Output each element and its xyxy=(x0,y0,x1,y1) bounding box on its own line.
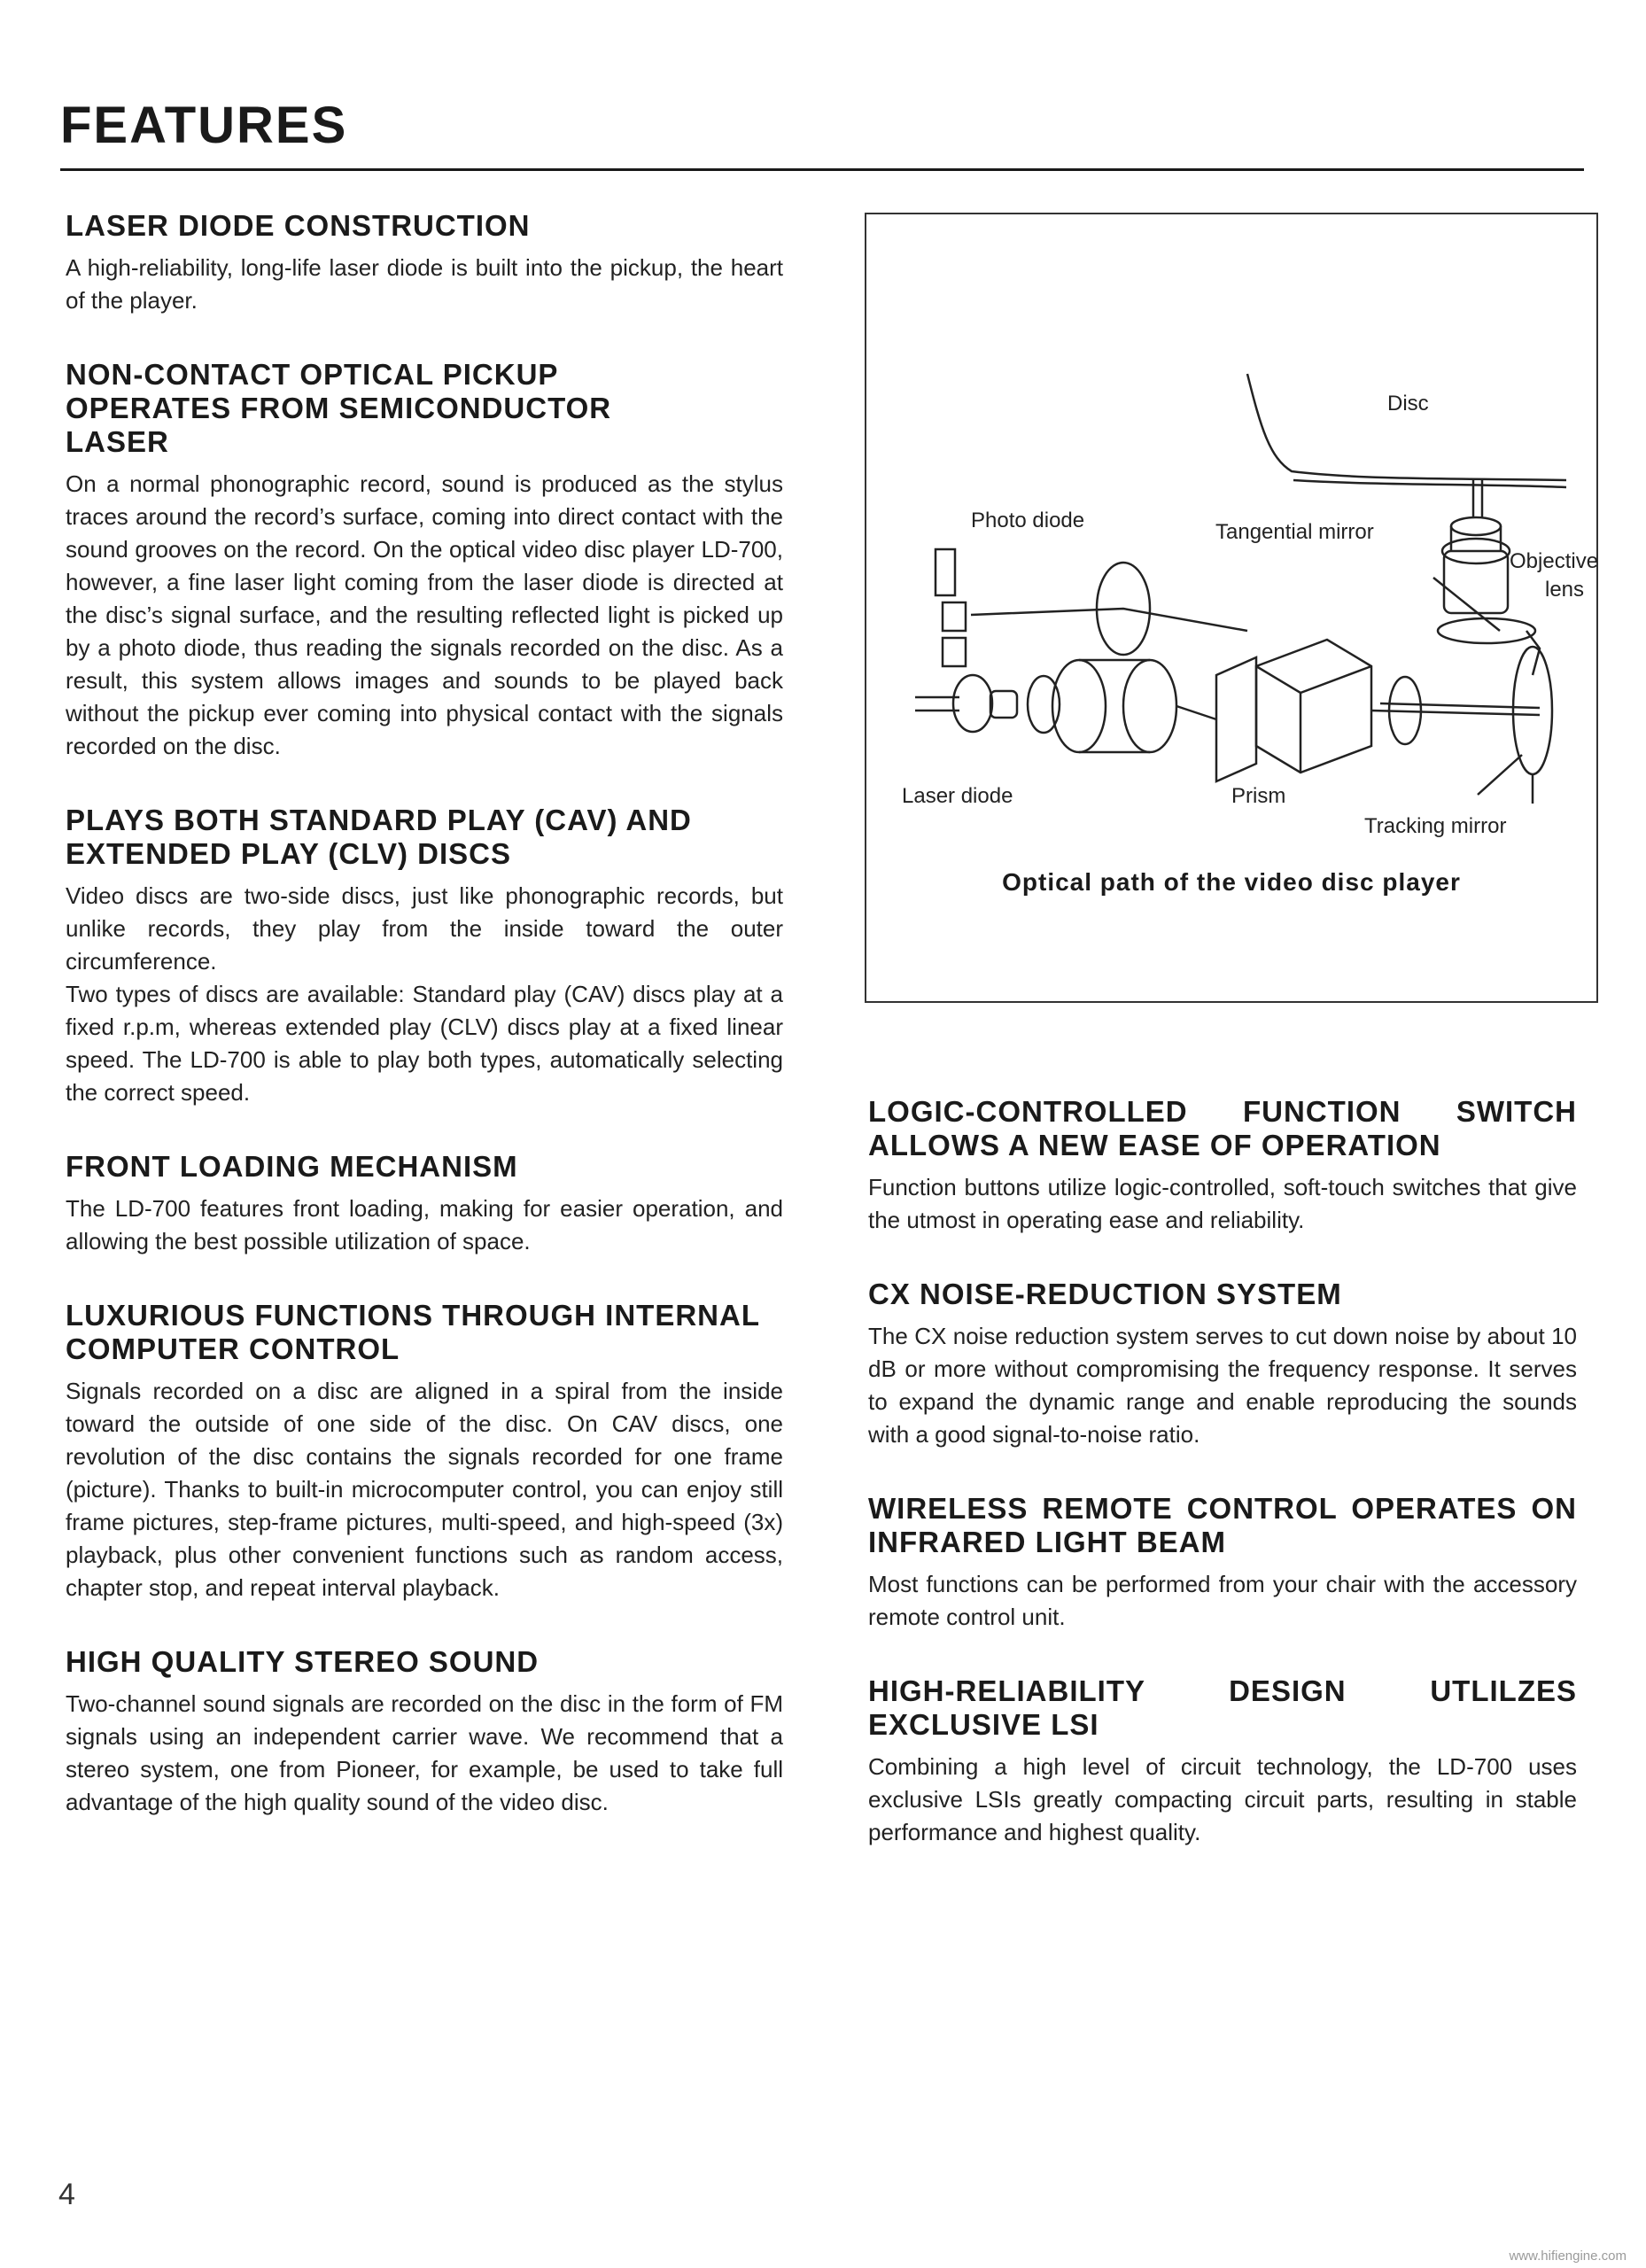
left-column xyxy=(66,209,783,1860)
section-text: The CX noise reduction system serves to cut down noise by about 10 dB or more without compromising the frequency response. It serves to expand the dynamic range and enable reproducing the sounds with a good signal-to-noise ratio. xyxy=(868,1323,1577,1448)
section-remote-control xyxy=(868,1492,1577,1634)
main-beam xyxy=(1176,706,1540,719)
section-stereo-sound xyxy=(66,1645,783,1819)
section-heading: CX NOISE-REDUCTION SYSTEM xyxy=(868,1278,1342,1310)
section-heading: PLAYS BOTH STANDARD PLAY (CAV) AND EXTENDED PLAY (CLV) DISCS xyxy=(66,804,692,870)
label-objective-lens-2: lens xyxy=(1545,578,1585,602)
section-laser-diode xyxy=(66,209,783,317)
section-text: Signals recorded on a disc are aligned in a spiral from the inside toward the outside of one side of the disc. On CAV discs, one revolution of the disc contains the signals recorded for one frame (picture). Thanks to built-in microcomputer control, you can enjoy still frame pictures, step-frame pictures, multi-speed, and high-speed (3x) playback, plus other convenient functions such as random access, chapter stop, and repeat interval playback. xyxy=(66,1378,783,1601)
disc-edge xyxy=(1247,374,1566,480)
beam-splitter-plate xyxy=(1216,657,1256,781)
section-logic-switch xyxy=(868,1095,1577,1237)
tangential-mirror-shape xyxy=(1438,618,1535,643)
collimator-shape xyxy=(1123,660,1176,752)
leader-line xyxy=(1478,755,1522,795)
section-lsi-design xyxy=(868,1674,1577,1849)
photo-diode-shape xyxy=(943,602,966,631)
section-heading: LUXURIOUS FUNCTIONS THROUGH INTERNAL COMPUTER CONTROL xyxy=(66,1299,760,1365)
page-number: 4 xyxy=(58,2178,75,2211)
section-text: Video discs are two-side discs, just like phonographic records, but unlike records, they play from the inside toward the outer circumference. xyxy=(66,882,783,975)
section-text: On a normal phonographic record, sound is produced as the stylus traces around the record’s surface, coming into direct contact with the sound grooves on the record. On the optical video disc player LD-700, however, a fine laser light coming from the laser diode is directed at the disc’s signal surface, and the resulting reflected light is picked up by a photo diode, thus reading the signals recorded on the disc. As a result, this system allows images and sounds to be played back without the pickup ever coming into physical contact with the signals recorded on the disc. xyxy=(66,470,783,759)
section-heading: FRONT LOADING MECHANISM xyxy=(66,1150,518,1183)
laser-diode-shape xyxy=(953,675,992,732)
section-heading: LOGIC-CONTROLLED FUNCTION SWITCH ALLOWS A NEW EASE OF OPERATION xyxy=(868,1095,1577,1161)
label-photo-diode: Photo diode xyxy=(971,509,1085,532)
section-heading: LASER DIODE CONSTRUCTION xyxy=(66,209,531,242)
section-text: The LD-700 features front loading, making for easier operation, and allowing the best possible utilization of space. xyxy=(66,1195,783,1254)
right-column xyxy=(868,1095,1577,1890)
main-beam xyxy=(1380,703,1540,708)
label-prism: Prism xyxy=(1231,784,1286,808)
photo-diode-shape xyxy=(943,638,966,666)
photo-diode-shape xyxy=(936,549,955,595)
section-heading: WIRELESS REMOTE CONTROL OPERATES ON INFRARED LIGHT BEAM xyxy=(868,1492,1577,1558)
label-objective-lens-1: Objective xyxy=(1510,549,1599,573)
objective-lens-shape xyxy=(1451,517,1501,535)
optical-path-figure xyxy=(865,213,1598,1003)
section-text: Function buttons utilize logic-controlled, soft-touch switches that give the utmost in operating ease and reliability. xyxy=(868,1174,1577,1233)
label-tracking-mirror: Tracking mirror xyxy=(1364,814,1507,838)
laser-diode-shape xyxy=(990,691,1017,718)
section-heading: HIGH QUALITY STEREO SOUND xyxy=(66,1645,540,1678)
section-optical-pickup xyxy=(66,358,783,763)
figure-caption: Optical path of the video disc player xyxy=(1002,868,1461,896)
section-heading: NON-CONTACT OPTICAL PICKUP OPERATES FROM SEMICONDUCTOR LASER xyxy=(66,358,612,458)
section-text-2: Two types of discs are available: Standard play (CAV) discs play at a fixed r.p.m, whereas extended play (CLV) discs play at a fixed linear speed. The LD-700 is able to play both types, automatically selecting the correct speed. xyxy=(66,981,783,1106)
label-laser-diode: Laser diode xyxy=(902,784,1013,808)
section-front-loading xyxy=(66,1150,783,1258)
section-text: Most functions can be performed from your chair with the accessory remote control unit. xyxy=(868,1571,1577,1630)
label-disc: Disc xyxy=(1387,392,1429,416)
title-rule xyxy=(60,168,1584,171)
section-cav-clv xyxy=(66,804,783,1109)
section-computer-control xyxy=(66,1299,783,1604)
prism-shape xyxy=(1256,640,1371,773)
section-cx-noise xyxy=(868,1278,1577,1451)
section-heading: HIGH-RELIABILITY DESIGN UTLILZES EXCLUSIVE LSI xyxy=(868,1674,1577,1741)
section-text: Combining a high level of circuit technology, the LD-700 uses exclusive LSIs greatly compacting circuit parts, resulting in stable performance and highest quality. xyxy=(868,1753,1577,1845)
label-tangential-mirror: Tangential mirror xyxy=(1215,520,1374,544)
collimator-shape xyxy=(1079,660,1150,752)
page-title: FEATURES xyxy=(60,97,348,154)
tracking-mirror-shape xyxy=(1513,647,1552,774)
watermark: www.hifiengine.com xyxy=(1509,2249,1627,2264)
return-beam xyxy=(971,609,1247,631)
section-text: Two-channel sound signals are recorded on the disc in the form of FM signals using an independent carrier wave. We recommend that a stereo system, one from Pioneer, for example, be used to take full advantage of the high quality sound of the video disc. xyxy=(66,1690,783,1815)
disc-surface xyxy=(1293,480,1566,487)
section-text: A high-reliability, long-life laser diode is built into the pickup, the heart of the player. xyxy=(66,254,783,314)
